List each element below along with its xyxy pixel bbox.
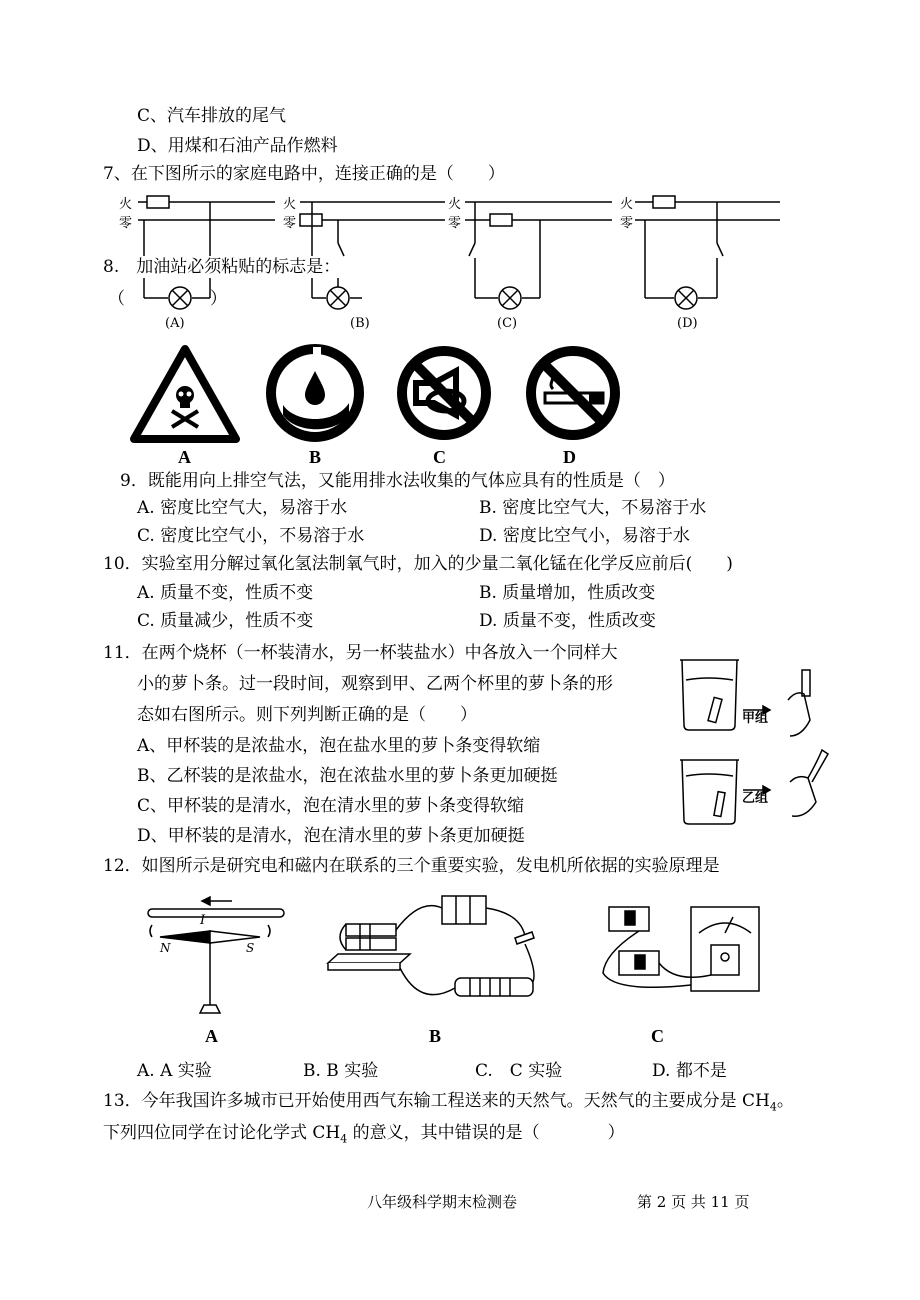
electromagnet-experiment-figure bbox=[320, 888, 560, 1028]
circuit-b-live: 火 bbox=[283, 197, 297, 212]
group-yi-label: 乙组 bbox=[742, 791, 769, 806]
q10-option-a: A. 质量不变，性质不变 bbox=[137, 583, 314, 603]
q11-stem-line2: 小的萝卜条。过一段时间，观察到甲、乙两个杯里的萝卜条的形 bbox=[137, 674, 613, 694]
no-smoking-sign-icon bbox=[523, 343, 623, 443]
group-jia-label: 甲组 bbox=[742, 711, 769, 726]
footer-page-number: 第 2 页 共 11 页 bbox=[637, 1193, 750, 1211]
induction-experiment-figure bbox=[595, 893, 775, 1013]
figure-c-label: C bbox=[651, 1026, 664, 1046]
q8-stem: 8. 加油站必须粘贴的标志是： bbox=[103, 257, 341, 277]
q11-option-b: B、乙杯装的是浓盐水，泡在浓盐水里的萝卜条更加硬挺 bbox=[137, 766, 558, 786]
figure-b-label: B bbox=[429, 1026, 442, 1046]
q9-option-c: C. 密度比空气小，不易溶于水 bbox=[137, 526, 365, 546]
circuit-c-label: (C) bbox=[497, 316, 518, 331]
q12-option-a: A. A 实验 bbox=[137, 1061, 212, 1081]
q10-option-d: D. 质量不变，性质改变 bbox=[479, 611, 656, 631]
q11-stem-line3: 态如右图所示。则下列判断正确的是（ ） bbox=[137, 705, 477, 725]
q9-option-b: B. 密度比空气大，不易溶于水 bbox=[479, 498, 707, 518]
q10-option-c: C. 质量减少，性质不变 bbox=[137, 611, 314, 631]
q10-stem: 10．实验室用分解过氧化氢法制氧气时，加入的少量二氧化锰在化学反应前后( ) bbox=[103, 554, 733, 574]
circuit-c-live: 火 bbox=[448, 197, 462, 212]
q10-option-b: B. 质量增加，性质改变 bbox=[479, 583, 656, 603]
north-pole-label: N bbox=[160, 941, 171, 955]
q11-option-c: C、甲杯装的是清水，泡在清水里的萝卜条变得软缩 bbox=[137, 796, 525, 816]
sign-b-label: B bbox=[309, 447, 322, 467]
circuit-a-neutral: 零 bbox=[119, 216, 133, 231]
q13-stem-line1: 13．今年我国许多城市已开始使用西气东输工程送来的天然气。天然气的主要成分是 $CH_4$。 bbox=[103, 1091, 794, 1114]
figure-a-label: A bbox=[205, 1026, 218, 1046]
circuit-d-label: (D) bbox=[677, 316, 698, 331]
q6-option-d: D、用煤和石油产品作燃料 bbox=[137, 136, 338, 156]
sign-d-label: D bbox=[563, 447, 576, 467]
south-pole-label: S bbox=[246, 941, 255, 955]
sign-a-label: A bbox=[178, 447, 191, 467]
no-horn-sign-icon bbox=[394, 343, 494, 443]
circuit-b-label: (B) bbox=[350, 316, 370, 331]
q7-stem: 7、在下图所示的家庭电路中，连接正确的是（ ） bbox=[103, 164, 505, 184]
circuit-a-live: 火 bbox=[119, 197, 133, 212]
q11-stem-line1: 11．在两个烧杯（一杯装清水，另一杯装盐水）中各放入一个同样大 bbox=[103, 643, 618, 663]
water-conservation-sign-icon bbox=[265, 343, 365, 443]
q12-option-c: C. C 实验 bbox=[475, 1061, 563, 1081]
circuit-c bbox=[465, 202, 612, 309]
sign-c-label: C bbox=[433, 447, 446, 467]
q9-stem: 9．既能用向上排空气法，又能用排水法收集的气体应具有的性质是（ ） bbox=[120, 471, 675, 491]
circuit-b-neutral: 零 bbox=[283, 216, 297, 231]
circuit-c-neutral: 零 bbox=[448, 216, 462, 231]
q12-option-b: B. B 实验 bbox=[303, 1061, 379, 1081]
current-label: I bbox=[200, 913, 206, 928]
circuit-a-label: (A) bbox=[165, 316, 185, 331]
q8-blank: （ ） bbox=[108, 289, 227, 309]
oersted-experiment-figure bbox=[140, 895, 300, 1025]
q11-option-d: D、甲杯装的是清水，泡在清水里的萝卜条更加硬挺 bbox=[137, 826, 525, 846]
q6-option-c: C、汽车排放的尾气 bbox=[137, 106, 287, 126]
circuit-d-live: 火 bbox=[620, 197, 634, 212]
circuit-d-neutral: 零 bbox=[620, 216, 634, 231]
q13-stem-line2: 下列四位同学在讨论化学式 $CH_4$ 的意义，其中错误的是（ ） bbox=[103, 1123, 625, 1146]
q12-option-d: D. 都不是 bbox=[652, 1061, 727, 1081]
footer-title: 八年级科学期末检测卷 bbox=[367, 1193, 518, 1211]
q9-option-a: A. 密度比空气大，易溶于水 bbox=[137, 498, 348, 518]
q11-option-a: A、甲杯装的是浓盐水，泡在盐水里的萝卜条变得软缩 bbox=[137, 736, 541, 756]
q9-option-d: D. 密度比空气小，易溶于水 bbox=[479, 526, 690, 546]
circuit-d bbox=[635, 196, 780, 309]
q12-stem: 12．如图所示是研究电和磁内在联系的三个重要实验，发电机所依据的实验原理是 bbox=[103, 856, 720, 876]
toxic-sign-icon bbox=[130, 345, 240, 445]
